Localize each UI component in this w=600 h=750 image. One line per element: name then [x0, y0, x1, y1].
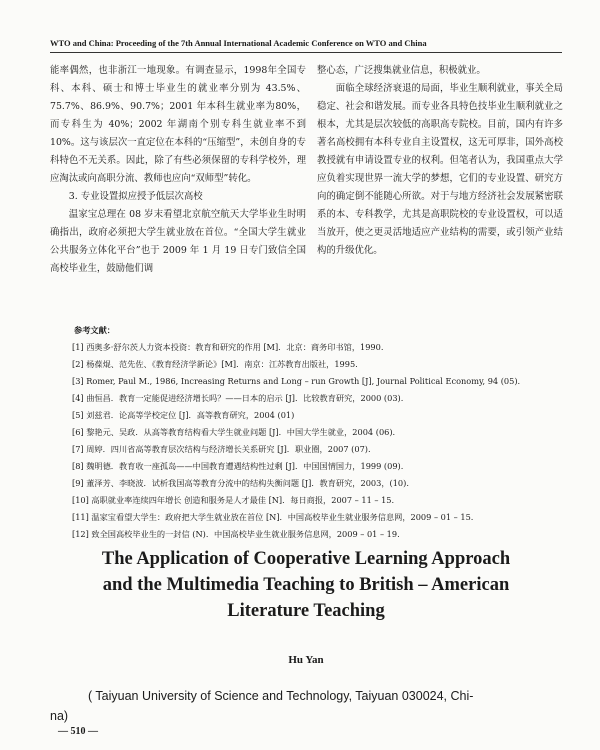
running-header: WTO and China: Proceeding of the 7th Annual International Academic Conference on WTO and China: [50, 38, 427, 48]
reference-item: [6] 黎艳元、吴政．从高等教育结构看大学生就业问题 [J]．中国大学生就业，2004 (06).: [72, 427, 396, 437]
article-title-line-3: Literature Teaching: [227, 601, 385, 621]
left-paragraph-1: 能率偶然，也非浙江一地现象。有调查显示，1998年全国专科、本科、硕士和博士毕业生的就业率分别为 43.5%、75.7%、86.9%、90.7%；2001 年本科生就业率为80%，而专科生为 40%；2002 年湖南个别专科生就业率不到 10%。这与该层次一直定位在本科的“压缩型”，未创自身的专科特色不无关系。因此，除了有些必须保留的专科学校外，理应淘汰或向高职分流、教师也应向“双师型”转化。: [50, 65, 306, 184]
reference-item: [12] 致全国高校毕业生的一封信 (N)．中国高校毕业生就业服务信息网，2009 – 01 – 19.: [72, 529, 400, 539]
reference-item: [11] 温家宝看望大学生：政府把大学生就业放在首位 [N]．中国高校毕业生就业服务信息网，2009 – 01 – 15.: [72, 512, 474, 522]
reference-item: [1] 西奥多·舒尔茨人力资本投资：教育和研究的作用 [M]．北京：商务印书馆，1990.: [72, 342, 384, 352]
reference-item: [4] 曲恒昌．教育一定能促进经济增长吗？——日本的启示 [J]．比较教育研究，2000 (03).: [72, 393, 404, 403]
reference-item: [10] 高职就业率连续四年增长 创造和服务是人才最佳 [N]．每日商报，2007 – 11 – 15.: [72, 495, 395, 505]
reference-item: [9] 董泽芳、李晓波．试析我国高等教育分流中的结构失衡问题 [J]．教育研究，2003，(10).: [72, 478, 409, 488]
reference-item: [3] Romer, Paul M., 1986, Increasing Returns and Long – run Growth [J], Journal Political Economy, 94 (05).: [72, 376, 521, 386]
article-author: Hu Yan: [288, 654, 324, 666]
right-paragraph-2: 面临全球经济衰退的局面，毕业生顺利就业，事关全局稳定、社会和谐发展。而专业各具特色技毕业生顺利就业之根本，尤其是层次较低的高职高专院校。目前，国内有许多著名高校拥有本科专业自主设置权，这无可厚非，国外高校教授就有申请设置专业的权利。但笔者认为，我国重点大学应负着实现世界一流大学的梦想，它们的专业设置、研究方向的确定倒不能随心所欲。对于与地方经济社会发展紧密联系的本、专科教学，尤其是高职院校的专业设置权，可以适当放开，使之更灵活地适应产业结构的需要，或引领产业结构的升级优化。: [317, 83, 563, 256]
right-paragraph-1: 整心态，广泛搜集就业信息，积极就业。: [317, 65, 486, 76]
affiliation-line-2: na): [50, 709, 69, 723]
affiliation-line-1: ( Taiyuan University of Science and Technology, Taiyuan 030024, Chi-: [88, 689, 474, 703]
author-affiliation: [50, 686, 562, 726]
header-rule: [50, 52, 562, 53]
left-paragraph-2: 温家宝总理在 08 岁末看望北京航空航天大学毕业生时明确指出，政府必须把大学生就业放在首位。“全国大学生就业公共服务立体化平台”也于 2009 年 1 月 19 日专门致信全国高校毕业生，鼓励他们调: [50, 209, 306, 274]
references-title: 参考文献：: [74, 325, 115, 335]
references-section: [50, 322, 562, 543]
reference-item: [2] 杨葆焜、范先佐、《教育经济学新论》[M]．南京：江苏教育出版社，1995.: [72, 359, 358, 369]
reference-item: [5] 刘兹君．论高等学校定位 [J]．高等教育研究，2004 (01): [72, 410, 295, 420]
reference-item: [7] 周婷．四川省高等教育层次结构与经济增长关系研究 [J]．职业圈，2007 (07).: [72, 444, 371, 454]
reference-item: [8] 魏明德．教育收一座孤岛——中国教育遭遇结构性过剩 [J]．中国国情国力，1999 (09).: [72, 461, 404, 471]
article-title-line-1: The Application of Cooperative Learning Approach: [101, 549, 511, 569]
article-title-line-2: and the Multimedia Teaching to British – American: [102, 575, 510, 595]
left-column: [50, 62, 306, 278]
left-subheading: 3. 专业设置拟应授予低层次高校: [68, 191, 203, 202]
right-column: [317, 62, 563, 260]
article-title: [50, 546, 562, 624]
page-number: — 510 —: [58, 726, 98, 737]
